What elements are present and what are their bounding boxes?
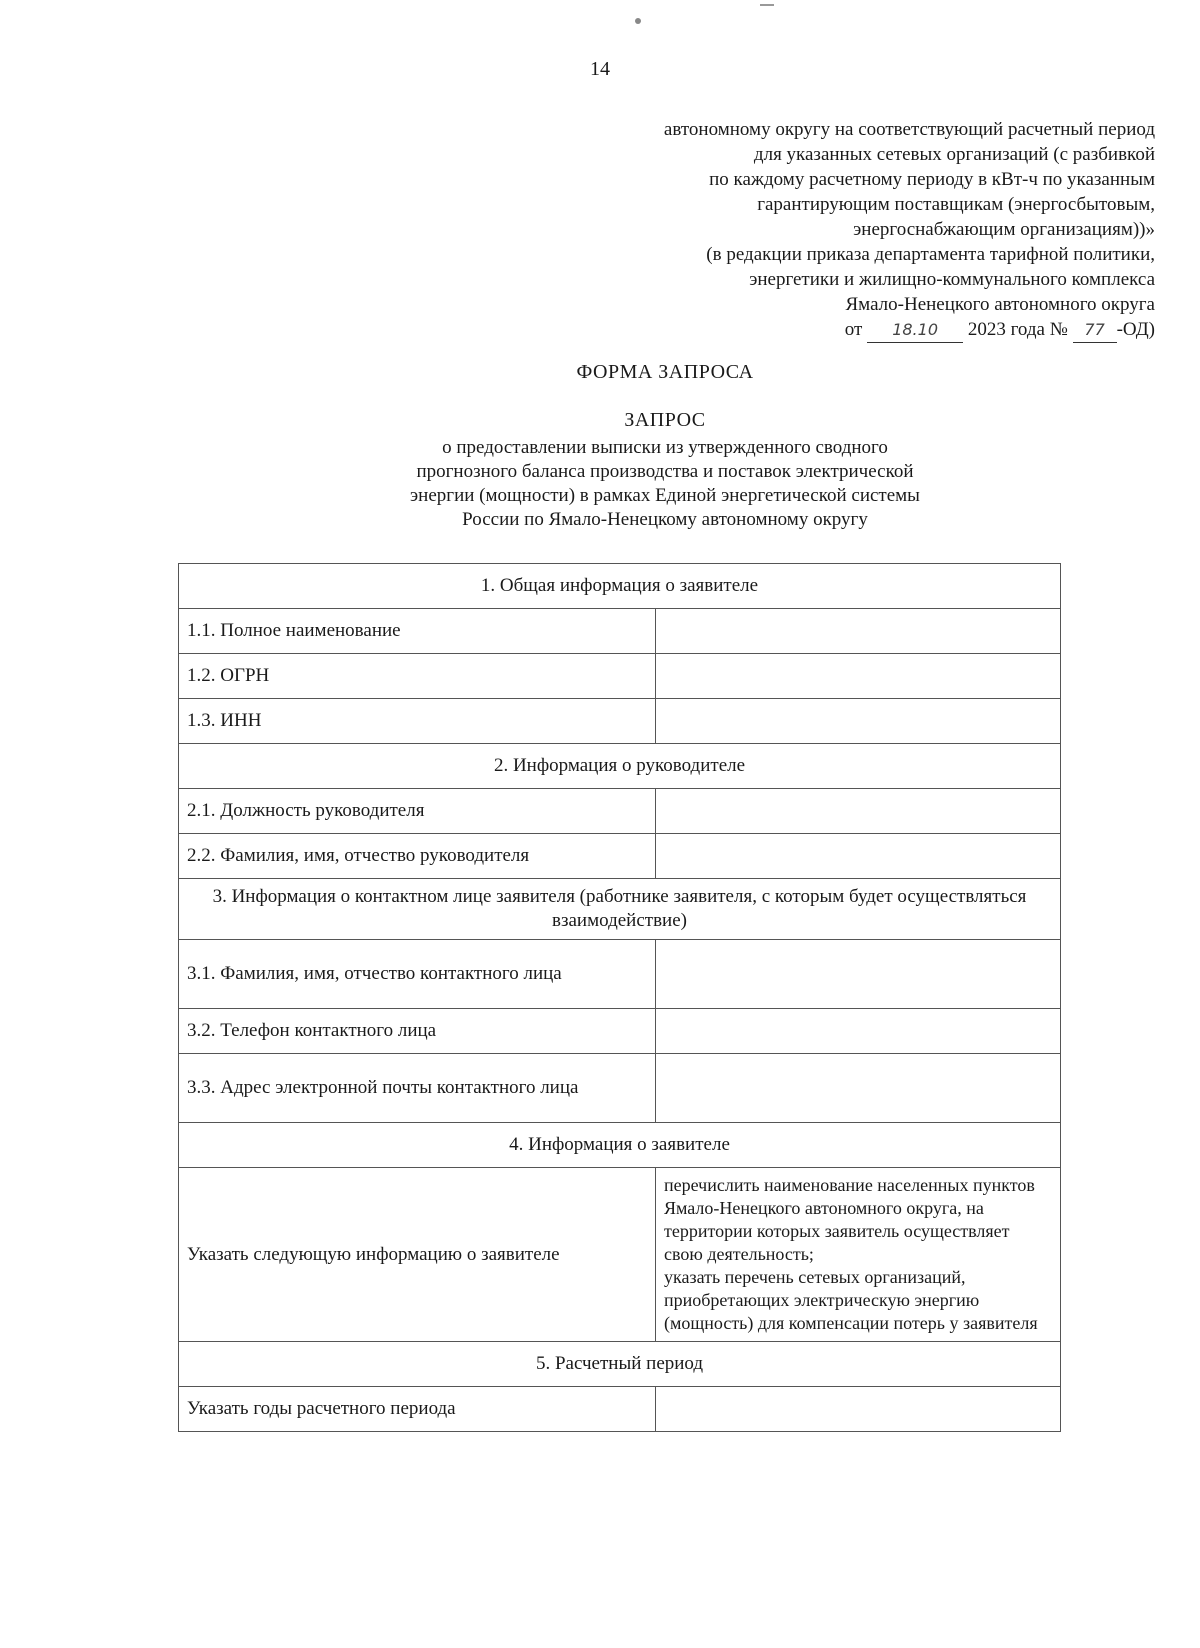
field-value-inn[interactable] bbox=[656, 699, 1061, 744]
subtitle-line: энергии (мощности) в рамках Единой энергетической системы bbox=[410, 485, 920, 506]
instruction-settlements: перечислить наименование населенных пунктов Ямало-Ненецкого автономного округа, на территории которых заявитель осуществляет свою деятельность; bbox=[664, 1175, 1035, 1264]
table-row bbox=[179, 1387, 1061, 1432]
table-row bbox=[179, 834, 1061, 879]
section-header-row bbox=[179, 1123, 1061, 1168]
field-value-contact-name[interactable] bbox=[656, 940, 1061, 1009]
section-2-header: 2. Информация о руководителе bbox=[179, 744, 1061, 789]
scan-marks bbox=[560, 0, 800, 30]
field-value-director-name[interactable] bbox=[656, 834, 1061, 879]
field-label-inn: 1.3. ИНН bbox=[179, 699, 656, 744]
field-label-contact-phone: 3.2. Телефон контактного лица bbox=[179, 1009, 656, 1054]
handwritten-order-number: 77 bbox=[1073, 317, 1117, 343]
table-row bbox=[179, 1054, 1061, 1123]
header-line: (в редакции приказа департамента тарифной политики, bbox=[706, 244, 1155, 265]
page-number: 14 bbox=[590, 58, 610, 80]
field-value-applicant-info bbox=[656, 1168, 1061, 1342]
date-year: 2023 года № bbox=[967, 319, 1068, 340]
header-line: автономному округу на соответствующий расчетный период bbox=[663, 119, 1155, 140]
table-row bbox=[179, 1009, 1061, 1054]
section-3-header: 3. Информация о контактном лице заявителя (работнике заявителя, с которым будет осуществляться взаимодействие) bbox=[179, 879, 1061, 940]
field-label-period-years: Указать годы расчетного периода bbox=[179, 1387, 656, 1432]
field-value-full-name[interactable] bbox=[656, 609, 1061, 654]
table-row bbox=[179, 699, 1061, 744]
order-suffix: -ОД) bbox=[1116, 319, 1155, 340]
request-subtitle bbox=[0, 436, 1200, 532]
section-5-header: 5. Расчетный период bbox=[179, 1342, 1061, 1387]
section-1-header: 1. Общая информация о заявителе bbox=[179, 564, 1061, 609]
subtitle-line: прогнозного баланса производства и поставок электрической bbox=[416, 461, 914, 482]
scan-dot bbox=[635, 18, 641, 24]
scan-dash bbox=[760, 4, 774, 6]
table-row bbox=[179, 1168, 1061, 1342]
form-label: ФОРМА ЗАПРОСА bbox=[576, 361, 754, 383]
instruction-network-orgs: указать перечень сетевых организаций, приобретающих электрическую энергию (мощность) для компенсации потерь у заявителя bbox=[664, 1267, 1038, 1333]
field-label-contact-name: 3.1. Фамилия, имя, отчество контактного лица bbox=[179, 940, 656, 1009]
handwritten-date: 18.10 bbox=[867, 317, 963, 343]
field-value-contact-email[interactable] bbox=[656, 1054, 1061, 1123]
header-line: энергетики и жилищно-коммунального комплекса bbox=[749, 269, 1155, 290]
table-row bbox=[179, 609, 1061, 654]
field-label-ogrn: 1.2. ОГРН bbox=[179, 654, 656, 699]
header-line: для указанных сетевых организаций (с разбивкой bbox=[753, 144, 1155, 165]
order-date-line bbox=[435, 317, 1155, 343]
header-line: энергоснабжающим организациям))» bbox=[853, 219, 1155, 240]
field-label-director-position: 2.1. Должность руководителя bbox=[179, 789, 656, 834]
section-header-row bbox=[179, 879, 1061, 940]
header-block bbox=[435, 117, 1155, 343]
date-prefix: от bbox=[844, 319, 863, 340]
subtitle-line: России по Ямало-Ненецкому автономному округу bbox=[462, 509, 868, 530]
header-line: Ямало-Ненецкого автономного округа bbox=[845, 294, 1155, 315]
section-header-row bbox=[179, 744, 1061, 789]
field-value-ogrn[interactable] bbox=[656, 654, 1061, 699]
field-label-director-name: 2.2. Фамилия, имя, отчество руководителя bbox=[179, 834, 656, 879]
field-label-applicant-info: Указать следующую информацию о заявителе bbox=[179, 1168, 656, 1342]
section-header-row bbox=[179, 1342, 1061, 1387]
table-row bbox=[179, 654, 1061, 699]
field-label-full-name: 1.1. Полное наименование bbox=[179, 609, 656, 654]
field-value-contact-phone[interactable] bbox=[656, 1009, 1061, 1054]
section-4-header: 4. Информация о заявителе bbox=[179, 1123, 1061, 1168]
field-value-director-position[interactable] bbox=[656, 789, 1061, 834]
request-title: ЗАПРОС bbox=[624, 409, 706, 431]
field-label-contact-email: 3.3. Адрес электронной почты контактного лица bbox=[179, 1054, 656, 1123]
section-header-row bbox=[179, 564, 1061, 609]
request-form-table bbox=[178, 563, 1061, 1432]
field-value-period-years[interactable] bbox=[656, 1387, 1061, 1432]
table-row bbox=[179, 789, 1061, 834]
table-row bbox=[179, 940, 1061, 1009]
subtitle-line: о предоставлении выписки из утвержденного сводного bbox=[442, 437, 888, 458]
header-line: гарантирующим поставщикам (энергосбытовым, bbox=[757, 194, 1155, 215]
header-line: по каждому расчетному периоду в кВт-ч по указанным bbox=[709, 169, 1155, 190]
